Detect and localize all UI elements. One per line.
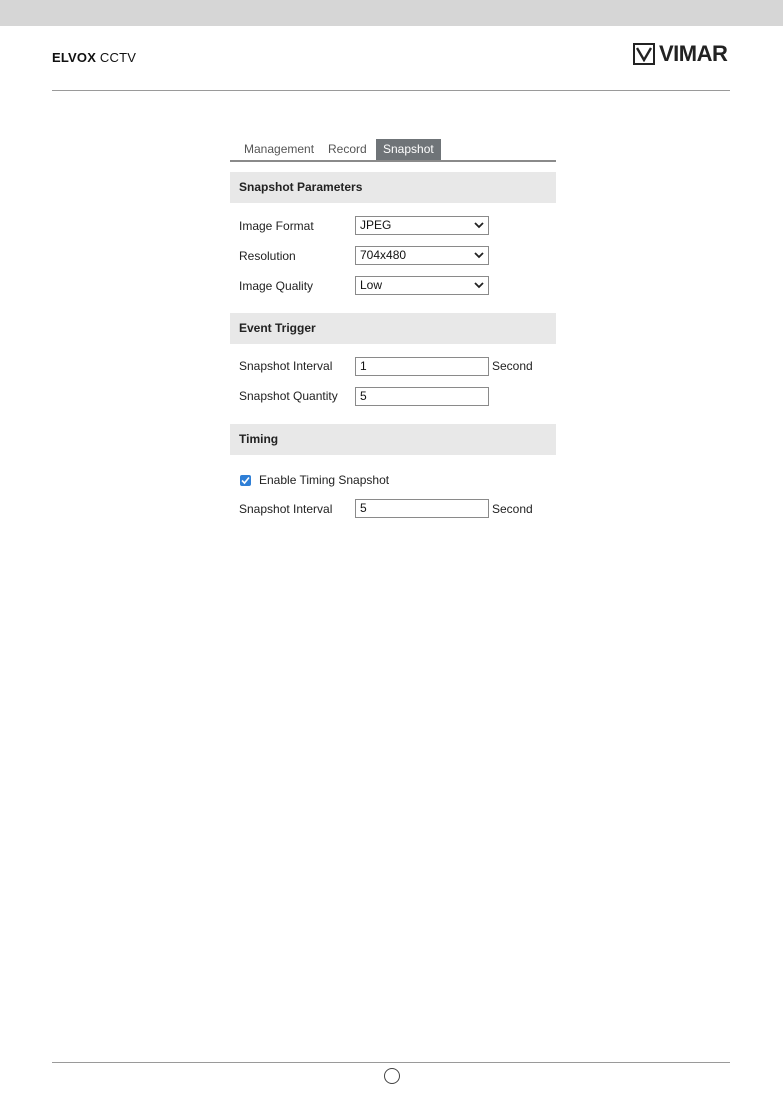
vimar-logo	[633, 41, 727, 67]
image-quality-label: Image Quality	[239, 279, 314, 293]
tab-bar	[230, 136, 556, 162]
timing-interval-unit: Second	[492, 502, 533, 516]
chevron-down-icon	[473, 219, 485, 231]
chevron-down-icon	[473, 249, 485, 261]
timing-snapshot-interval-input[interactable]: 5	[355, 499, 489, 518]
tab-record[interactable]: Record	[328, 142, 367, 156]
resolution-label: Resolution	[239, 249, 296, 263]
resolution-value: 704x480	[360, 248, 407, 262]
vimar-wordmark: VIMAR	[659, 41, 728, 66]
top-bar	[0, 0, 783, 26]
image-quality-select[interactable]	[355, 276, 489, 295]
resolution-select[interactable]	[355, 246, 489, 265]
section-timing: Timing	[230, 424, 556, 455]
image-quality-value: Low	[360, 278, 383, 292]
section-snapshot-parameters: Snapshot Parameters	[230, 172, 556, 203]
event-snapshot-interval-label: Snapshot Interval	[239, 359, 333, 373]
event-trigger-body	[230, 344, 556, 424]
chevron-down-icon	[473, 279, 485, 291]
vimar-mark-icon	[633, 43, 655, 65]
image-format-value: JPEG	[360, 218, 392, 232]
event-snapshot-interval-input[interactable]: 1	[355, 357, 489, 376]
elvox-cctv-logo	[52, 50, 136, 65]
page-number-circle	[384, 1068, 400, 1084]
snapshot-quantity-label: Snapshot Quantity	[239, 389, 338, 403]
timing-snapshot-interval-label: Snapshot Interval	[239, 502, 333, 516]
section-event-trigger: Event Trigger	[230, 313, 556, 344]
snapshot-settings-panel	[230, 136, 556, 535]
header-divider	[52, 90, 730, 91]
enable-timing-checkbox[interactable]	[240, 475, 251, 486]
enable-timing-label: Enable Timing Snapshot	[259, 473, 390, 487]
timing-body	[230, 455, 556, 535]
snapshot-quantity-input[interactable]: 5	[355, 387, 489, 406]
event-interval-unit: Second	[492, 359, 533, 373]
image-format-label: Image Format	[239, 219, 314, 233]
tab-snapshot[interactable]: Snapshot	[376, 139, 441, 160]
brand-left-rest: CCTV	[96, 50, 137, 65]
checkmark-icon	[241, 476, 250, 485]
footer-divider	[52, 1062, 730, 1063]
image-format-select[interactable]	[355, 216, 489, 235]
snapshot-parameters-body	[230, 203, 556, 313]
tab-management[interactable]: Management	[244, 142, 315, 156]
brand-left-bold: ELVOX	[52, 50, 97, 65]
